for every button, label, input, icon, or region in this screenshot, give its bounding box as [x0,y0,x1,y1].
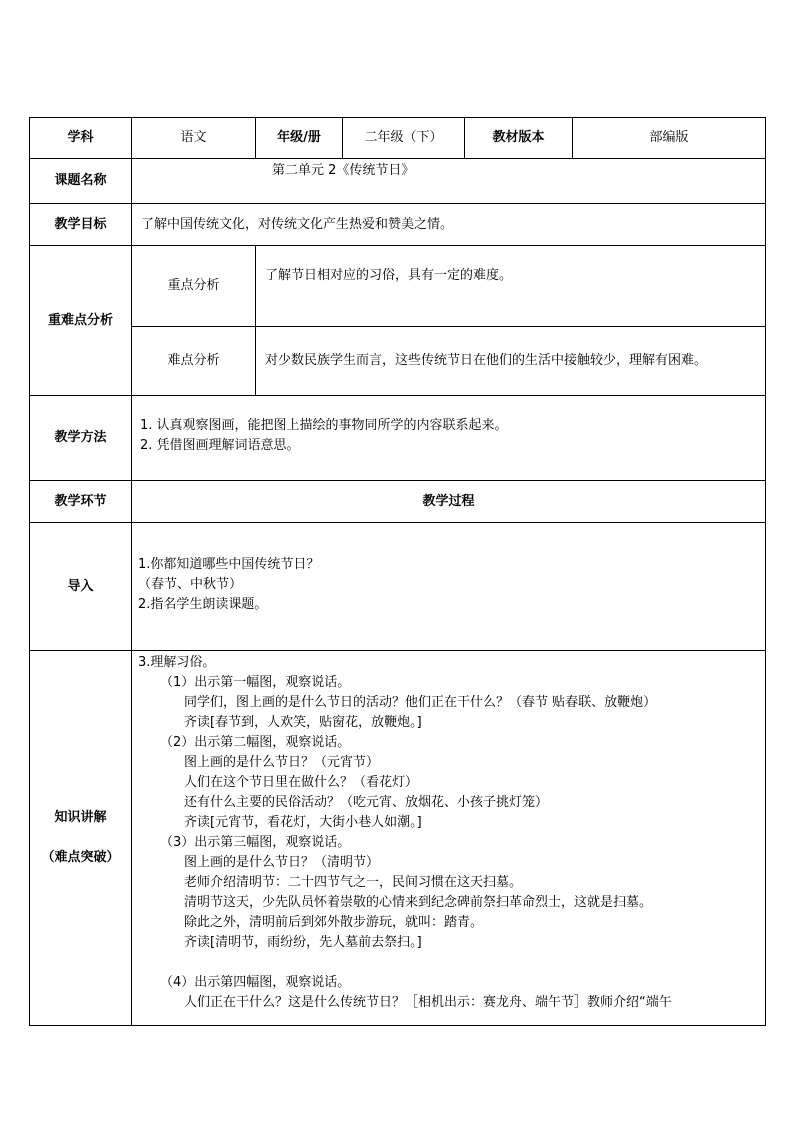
intro-line: 1.你都知道哪些中国传统节日？ [138,557,320,572]
lesson-row [30,159,766,204]
edition-value: 部编版 [573,118,766,159]
intro-line: 2.指名学生朗读课题。 [138,597,268,612]
lesson-label: 课题名称 [30,159,132,204]
process-header-row [30,481,766,523]
knowledge-line: 齐读[春节到，人欢笑，贴窗花，放鞭炮。] [184,715,422,730]
knowledge-line: 图上画的是什么节日？（元宵节） [184,755,380,770]
intro-line: （春节、中秋节） [138,577,243,592]
blank-line [138,953,759,973]
knowledge-label: 知识讲解 [54,810,107,825]
knowledge-line: 老师介绍清明节：二十四节气之一，民间习惯在这天扫墓。 [184,875,523,890]
process-label: 教学过程 [132,481,766,523]
difficult-analysis-row [30,327,766,396]
knowledge-line: 同学们，图上画的是什么节日的活动？他们正在干什么？（春节 贴春联、放鞭炮） [184,695,657,710]
knowledge-line: 清明节这天，少先队员怀着崇敬的心情来到纪念碑前祭扫革命烈士，这就是扫墓。 [184,895,653,910]
key-analysis-value: 了解节日相对应的习俗，具有一定的难度。 [256,246,766,327]
difficult-analysis-value: 对少数民族学生而言，这些传统节日在他们的生活中接触较少，理解有困难。 [256,327,766,396]
lesson-value: 第二单元 2《传统节日》 [132,159,766,204]
knowledge-content [132,651,766,1026]
knowledge-line: 除此之外，清明前后到郊外散步游玩，就叫：踏青。 [184,915,484,930]
intro-label: 导入 [30,523,132,651]
grade-label: 年级/册 [256,118,343,159]
key-analysis-row [30,246,766,327]
goal-label: 教学目标 [30,204,132,246]
knowledge-line: 还有什么主要的民俗活动？（吃元宵、放烟花、小孩子挑灯笼） [184,795,549,810]
knowledge-row [30,651,766,1026]
grade-value: 二年级（下） [343,118,465,159]
knowledge-line: （1）出示第一幅图，观察说话。 [160,675,351,690]
knowledge-line: 3.理解习俗。 [138,655,216,670]
intro-row [30,523,766,651]
knowledge-line: （4）出示第四幅图，观察说话。 [160,975,351,990]
method-label: 教学方法 [30,396,132,481]
difficult-analysis-label: 难点分析 [132,327,256,396]
knowledge-line: 图上画的是什么节日？（清明节） [184,855,380,870]
knowledge-line: 人们在这个节日里在做什么？（看花灯） [184,775,419,790]
analysis-label: 重难点分析 [30,246,132,396]
intro-content [132,523,766,651]
method-row [30,396,766,481]
header-row [30,118,766,159]
knowledge-line: （2）出示第二幅图，观察说话。 [160,735,351,750]
subject-label: 学科 [30,118,132,159]
method-line: 2. 凭借图画理解词语意思。 [140,438,300,453]
knowledge-line: 齐读[清明节，雨纷纷，先人墓前去祭扫。] [184,935,422,950]
knowledge-line: 齐读[元宵节，看花灯，大街小巷人如潮。] [184,815,422,830]
goal-row [30,204,766,246]
method-line: 1. 认真观察图画，能把图上描绘的事物同所学的内容联系起来。 [140,418,508,433]
subject-value: 语文 [132,118,256,159]
edition-label: 教材版本 [465,118,573,159]
knowledge-line: （3）出示第三幅图，观察说话。 [160,835,351,850]
method-content [132,396,766,481]
step-label: 教学环节 [30,481,132,523]
key-analysis-label: 重点分析 [132,246,256,327]
knowledge-line: 人们正在干什么？这是什么传统节日？［相机出示：赛龙舟、端午节］教师介绍“端午 [184,995,672,1010]
goal-value: 了解中国传统文化，对传统文化产生热爱和赞美之情。 [132,204,766,246]
knowledge-label-cell [30,651,132,1026]
lesson-plan-table [29,117,766,1026]
knowledge-sublabel: （难点突破） [41,850,120,865]
